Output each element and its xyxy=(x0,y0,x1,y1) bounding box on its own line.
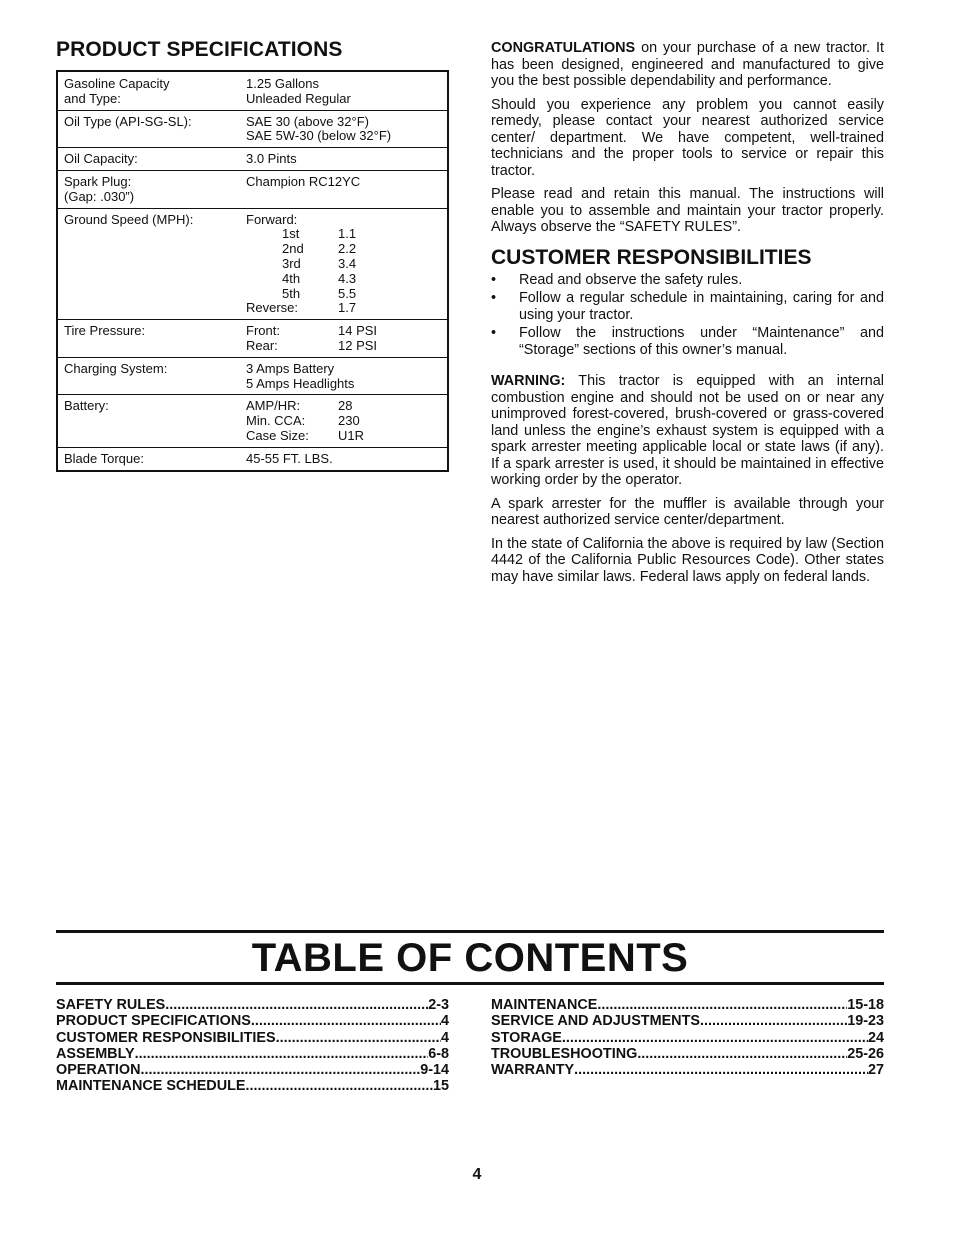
toc-bottom-rule xyxy=(56,982,884,985)
toc-entry-page: 4 xyxy=(440,1013,449,1030)
toc-entry-page: 25-26 xyxy=(847,1045,884,1062)
spec-row xyxy=(58,319,447,357)
spec-line xyxy=(246,301,441,316)
toc-dot-leader xyxy=(251,1013,441,1029)
toc-entry-name: SAFETY RULES xyxy=(56,997,166,1013)
spec-line xyxy=(246,272,441,287)
spec-line xyxy=(246,339,441,354)
toc-entry-page: 19-23 xyxy=(847,1013,884,1030)
spec-label: Battery: xyxy=(64,398,109,414)
toc-entry[interactable] xyxy=(491,1046,884,1062)
toc-entry[interactable] xyxy=(56,1013,449,1029)
spec-value: 1.25 Gallons Unleaded Regular xyxy=(246,76,351,106)
spec-label: Ground Speed (MPH): xyxy=(64,211,194,227)
spec-line xyxy=(246,257,441,272)
spec-key: 5th xyxy=(282,285,301,301)
toc-right-column xyxy=(491,997,884,1078)
spec-value: 3.4 xyxy=(338,255,357,271)
toc-entry[interactable] xyxy=(56,1046,449,1062)
responsibility-item xyxy=(491,290,884,323)
toc-dot-leader xyxy=(245,1078,433,1094)
bullet-icon: • xyxy=(491,290,497,306)
spec-value: 1.1 xyxy=(338,226,357,242)
toc-dot-leader xyxy=(637,1046,847,1062)
customer-responsibilities-title: CUSTOMER RESPONSIBILITIES xyxy=(491,245,812,269)
spec-values xyxy=(246,213,441,317)
toc-dot-leader xyxy=(135,1046,429,1062)
toc-entry-name: MAINTENANCE SCHEDULE xyxy=(56,1078,246,1095)
toc-entry-name: CUSTOMER RESPONSIBILITIES xyxy=(56,1029,276,1046)
spec-value: 230 xyxy=(338,413,360,429)
spec-value: 4.3 xyxy=(338,270,357,286)
toc-dot-leader xyxy=(562,1030,868,1046)
toc-entry[interactable] xyxy=(56,997,449,1013)
spec-key: Rear: xyxy=(246,337,278,353)
toc-dot-leader xyxy=(276,1030,441,1046)
spec-values xyxy=(246,175,441,205)
toc-dot-leader xyxy=(597,997,847,1013)
toc-entry-name: WARRANTY xyxy=(491,1062,575,1079)
toc-entry-name: TROUBLESHOOTING xyxy=(491,1045,638,1062)
specifications-table xyxy=(56,70,449,472)
toc-entry-page: 15-18 xyxy=(847,997,884,1013)
toc-entry-name: MAINTENANCE xyxy=(491,997,598,1013)
spec-key: Min. CCA: xyxy=(246,413,306,429)
responsibility-text: Follow the instructions under “Maintenance” and “Storage” sections of this owner’s manual. xyxy=(519,325,884,358)
spec-line xyxy=(246,227,441,242)
specifications-title: PRODUCT SPECIFICATIONS xyxy=(56,38,343,61)
spec-key: 2nd xyxy=(282,241,304,257)
responsibility-item xyxy=(491,325,884,358)
warning-paragraph xyxy=(491,373,884,489)
toc-dot-leader xyxy=(140,1062,420,1078)
spec-value: SAE 30 (above 32°F) SAE 5W-30 (below 32°F) xyxy=(246,113,392,144)
spec-value: 12 PSI xyxy=(338,337,378,353)
spec-row xyxy=(58,447,447,470)
spec-value: 2.2 xyxy=(338,241,357,257)
spec-key: Front: xyxy=(246,323,280,339)
california-law-paragraph: In the state of California the above is required by law (Section 4442 of the California Public Resources Code). Other states may have similar laws. Federal laws apply on federal lands. xyxy=(491,535,884,585)
spec-values xyxy=(246,452,441,467)
spec-row xyxy=(58,110,447,148)
toc-entry[interactable] xyxy=(56,1030,449,1046)
toc-entry-page: 15 xyxy=(432,1078,449,1095)
spec-values xyxy=(246,399,441,443)
spec-values xyxy=(246,77,441,107)
toc-entry[interactable] xyxy=(491,1013,884,1029)
toc-entry-page: 24 xyxy=(867,1029,884,1046)
spec-key: 4th xyxy=(282,270,301,286)
intro-section xyxy=(491,40,884,592)
toc-entry[interactable] xyxy=(56,1062,449,1078)
spec-values xyxy=(246,324,441,354)
congratulations-paragraph xyxy=(491,40,884,90)
problem-paragraph: Should you experience any problem you cannot easily remedy, please contact your nearest authorized service center/ department. We have competent, well-trained technicians and the proper tools to service or repair this tractor. xyxy=(491,96,884,179)
spec-key: Forward: xyxy=(246,211,298,227)
congratulations-text: on your purchase of a new tractor. It has been designed, engineered and manufactured to give you the best possible dependability and performance. xyxy=(491,40,884,89)
toc-entry-name: ASSEMBLY xyxy=(56,1045,135,1062)
toc-entry-page: 27 xyxy=(867,1062,884,1079)
responsibilities-list xyxy=(491,272,884,359)
spec-row xyxy=(58,357,447,395)
spec-row xyxy=(58,394,447,446)
responsibility-text: Follow a regular schedule in maintaining, caring for and using your tractor. xyxy=(519,290,884,323)
spec-label: Oil Type (API-SG-SL): xyxy=(64,113,192,129)
bullet-icon: • xyxy=(491,271,497,288)
spec-value: U1R xyxy=(338,427,365,443)
toc-entry-page: 6-8 xyxy=(428,1045,449,1062)
toc-entry[interactable] xyxy=(491,997,884,1013)
spec-value: 28 xyxy=(338,398,353,414)
toc-entry-name: STORAGE xyxy=(491,1029,562,1046)
spec-label: Blade Torque: xyxy=(64,450,144,466)
spec-value xyxy=(338,213,441,228)
toc-dot-leader xyxy=(165,997,428,1013)
spec-key: 1st xyxy=(282,226,300,242)
spec-values xyxy=(246,362,441,392)
toc-entry-name: OPERATION xyxy=(56,1062,141,1079)
spec-values xyxy=(246,115,441,145)
warning-text: This tractor is equipped with an internal combustion engine and should not be used on or near any unimproved forest-covered, brush-covered or grass-covered land unless the engine’s exhaust system is equipped with a spark arrester meeting applicable local or state laws (if any). If a spark arrester is used, it should be maintained in effective working order by the operator. xyxy=(491,373,884,488)
toc-entry-name: PRODUCT SPECIFICATIONS xyxy=(56,1013,251,1030)
toc-left-column xyxy=(56,997,449,1095)
congratulations-label: CONGRATULATIONS xyxy=(491,40,636,56)
spec-value: 5.5 xyxy=(338,285,357,301)
retain-manual-paragraph: Please read and retain this manual. The instructions will enable you to assemble and maintain your tractor properly. Always observe the “SAFETY RULES”. xyxy=(491,186,884,235)
spec-line xyxy=(246,324,441,339)
spec-line xyxy=(246,399,441,414)
toc-dot-leader xyxy=(574,1062,868,1078)
spec-line xyxy=(246,429,441,444)
spec-label: Spark Plug: (Gap: .030”) xyxy=(64,173,135,204)
product-specifications-section xyxy=(56,38,449,472)
spec-label: Oil Capacity: xyxy=(64,151,138,167)
spec-row xyxy=(58,208,447,320)
toc-entry[interactable] xyxy=(56,1078,449,1094)
spark-arrester-paragraph: A spark arrester for the muffler is available through your nearest authorized service center/department. xyxy=(491,495,884,528)
responsibility-text: Read and observe the safety rules. xyxy=(519,271,743,288)
toc-entry[interactable] xyxy=(491,1062,884,1078)
spec-value: 3.0 Pints xyxy=(246,151,297,167)
spec-key: Reverse: xyxy=(246,300,299,316)
spec-value: 14 PSI xyxy=(338,323,378,339)
spec-value: 1.7 xyxy=(338,300,357,316)
spec-value: 45-55 FT. LBS. xyxy=(246,450,333,466)
spec-line xyxy=(246,213,441,228)
toc-entry[interactable] xyxy=(491,1030,884,1046)
page-number: 4 xyxy=(472,1166,482,1183)
spec-value: Champion RC12YC xyxy=(246,173,361,189)
responsibility-item xyxy=(491,272,884,289)
warning-label: WARNING: xyxy=(491,373,566,389)
spec-line xyxy=(246,242,441,257)
spec-row xyxy=(58,72,447,110)
toc-entry-page: 2-3 xyxy=(428,997,449,1013)
toc-entry-page: 9-14 xyxy=(420,1062,449,1079)
spec-label: Tire Pressure: xyxy=(64,323,146,339)
toc-top-rule xyxy=(56,930,884,933)
spec-key: AMP/HR: xyxy=(246,398,301,414)
spec-value: 3 Amps Battery 5 Amps Headlights xyxy=(246,360,355,391)
toc-dot-leader xyxy=(700,1013,847,1029)
spec-key: 3rd xyxy=(282,255,301,271)
toc-title: TABLE OF CONTENTS xyxy=(251,936,689,980)
spec-row xyxy=(58,170,447,208)
spec-label: Gasoline Capacity and Type: xyxy=(64,76,170,106)
bullet-icon: • xyxy=(491,325,497,341)
spec-values xyxy=(246,152,441,167)
spec-label: Charging System: xyxy=(64,360,168,376)
toc-entry-page: 4 xyxy=(440,1029,449,1046)
spec-line xyxy=(246,414,441,429)
spec-line xyxy=(246,287,441,302)
toc-entry-name: SERVICE AND ADJUSTMENTS xyxy=(491,1013,700,1030)
spec-row xyxy=(58,147,447,170)
spec-key: Case Size: xyxy=(246,427,309,443)
